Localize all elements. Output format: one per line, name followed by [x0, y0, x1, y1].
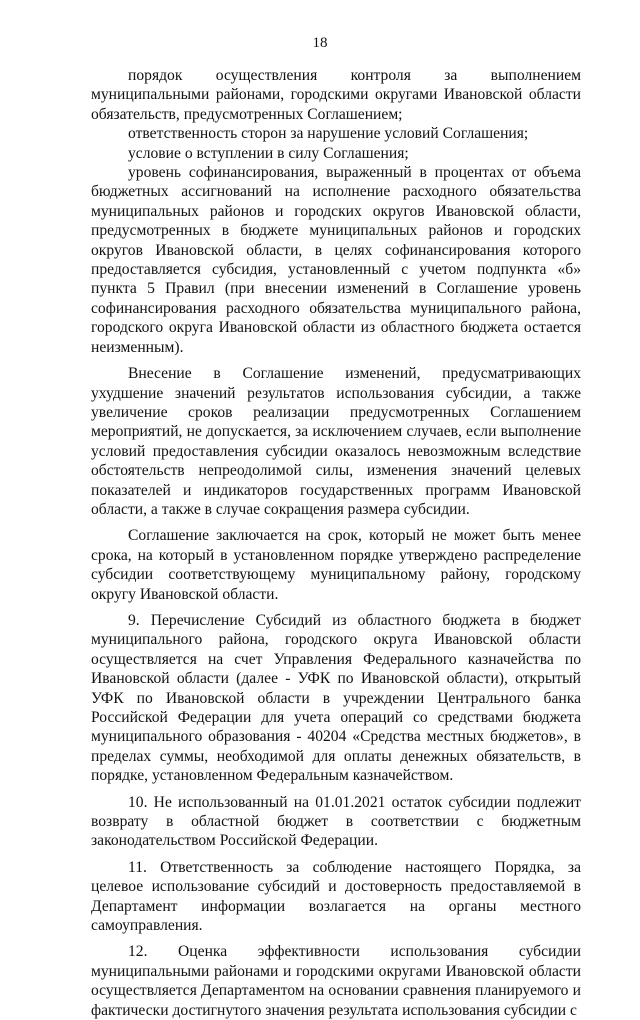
document-body: [91, 66, 581, 1020]
paragraph-cofinancing-level: уровень софинансирования, выраженный в процентах от объема бюджетных ассигнований на исполнение расходного обязательства муниципальных районов и городских округов Ивановской области, предусмотренных в бюджете муниципальных районов и городских округов Ивановской области, в целях софинансирования которого предоставляется субсидия, установленный с учетом подпункта «б» пункта 5 Правил (при внесении изменений в Соглашение уровень софинансирования расходного обязательства муниципального района, городского округа Ивановской области из областного бюджета остается неизменным).: [91, 164, 581, 356]
page-number: 18: [312, 35, 328, 51]
paragraph-responsibility-of-parties: ответственность сторон за нарушение условий Соглашения;: [128, 125, 529, 143]
paragraph-item-12-evaluation: 12. Оценка эффективности использования субсидии муниципальными районами и городскими округами Ивановской области осуществляется Департаментом на основании сравнения планируемого и фактически достигнутого значения результата использования субсидии с: [91, 943, 581, 1019]
paragraph-item-11-responsibility: 11. Ответственность за соблюдение настоящего Порядка, за целевое использование субсидий и достоверность предоставляемой в Департамент информации возлагается на органы местного самоуправления.: [91, 858, 581, 935]
paragraph-agreement-amendments: Внесение в Соглашение изменений, предусматривающих ухудшение значений результатов использования субсидии, а также увеличение сроков реализации предусмотренных Соглашением мероприятий, не допускается, за исключением случаев, если выполнение условий предоставления субсидии оказалось невозможным вследствие обстоятельств непреодолимой силы, изменения значений целевых показателей и индикаторов государственных программ Ивановской области, а также в случае сокращения размера субсидии.: [91, 365, 581, 518]
paragraph-item-9-transfer: 9. Перечисление Субсидий из областного бюджета в бюджет муниципального района, городского округа Ивановской области осуществляется на счет Управления Федерального казначейства по Ивановской области (далее - УФК по Ивановской области), открытый УФК по Ивановской области в учреждении Центрального банка Российской Федерации для учета операций со средствами бюджета муниципального образования - 40204 «Средства местных бюджетов», в пределах суммы, необходимой для оплаты денежных обязательств, в порядке, установленном Федеральным казначейством.: [91, 611, 581, 785]
paragraph-item-10-unused-balance: 10. Не использованный на 01.01.2021 остаток субсидии подлежит возврату в областной бюджет в соответствии с бюджетным законодательством Российской Федерации.: [91, 793, 581, 850]
paragraph-control-procedure: порядок осуществления контроля за выполнением муниципальными районами, городскими округами Ивановской области обязательств, предусмотренных Соглашением;: [91, 67, 581, 123]
paragraph-agreement-term: Соглашение заключается на срок, который не может быть менее срока, на который в установленном порядке утверждено распределение субсидии соответствующему муниципальному району, городскому округу Ивановской области.: [91, 527, 581, 603]
paragraph-entry-into-force: условие о вступлении в силу Соглашения;: [128, 144, 409, 162]
